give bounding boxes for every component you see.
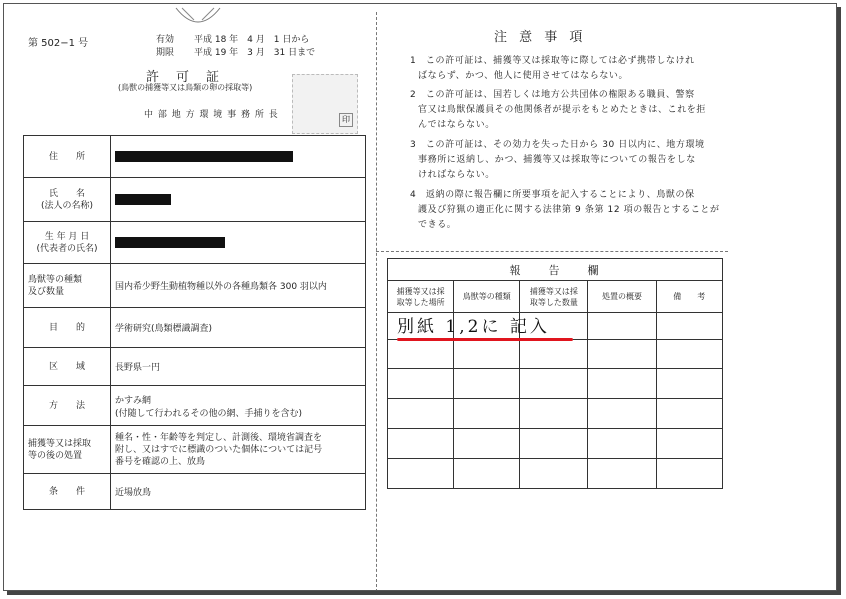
redacted-birthdate <box>115 237 225 248</box>
permit-details-table <box>23 135 366 510</box>
validity-from: 平成 18 年 4 月 1 日から <box>194 35 310 45</box>
report-col-quantity: 捕獲等又は採 取等した数量 <box>520 281 588 313</box>
official-seal-image <box>292 74 358 134</box>
report-col-species: 鳥獣等の種類 <box>454 281 520 313</box>
label-purpose: 目 的 <box>24 308 111 348</box>
label-conditions: 条 件 <box>24 474 111 510</box>
value-birthdate <box>111 222 366 264</box>
report-col-disposal: 処置の概要 <box>588 281 656 313</box>
value-method: かすみ網 (付随して行われるその他の網、手捕りを含む) <box>111 386 366 426</box>
label-address: 住 所 <box>24 136 111 178</box>
report-table <box>387 258 723 489</box>
label-disposal: 捕獲等又は採取 等の後の処置 <box>24 426 111 474</box>
value-species: 国内希少野生動植物種以外の各種鳥類各 300 羽以内 <box>111 264 366 308</box>
note-3: 3 この許可証は、その効力を失った日から 30 日以内に、地方環境 事務所に返納し、かつ、捕獲等又は採取等についての報告をしな ければならない。 <box>410 140 705 180</box>
label-method: 方 法 <box>24 386 111 426</box>
fold-line-vertical <box>376 12 377 591</box>
permit-subtitle: (鳥獣の捕獲等又は鳥類の卵の採取等) <box>118 83 253 92</box>
label-birthdate: 生 年 月 日 (代表者の氏名) <box>24 222 111 264</box>
red-underline <box>397 338 573 341</box>
handwritten-note: 別紙 1,2に 記入 <box>397 317 550 337</box>
fold-line-horizontal <box>376 251 728 252</box>
report-row <box>388 369 723 399</box>
report-row <box>388 399 723 429</box>
label-name: 氏 名 (法人の名称) <box>24 178 111 222</box>
notes-title: 注 意 事 項 <box>494 30 587 45</box>
seal-mark-icon: 印 <box>339 113 353 127</box>
issuer-name: 中 部 地 方 環 境 事 務 所 長 <box>144 110 279 120</box>
value-purpose: 学術研究(鳥類標識調査) <box>111 308 366 348</box>
permit-number: 第 502−1 号 <box>28 38 89 49</box>
redacted-name <box>115 194 171 205</box>
note-2: 2 この許可証は、国若しくは地方公共団体の権限ある職員、警察 官又は鳥獣保護員その他関係者が提示をもとめたときは、これを拒 んではならない。 <box>410 90 707 130</box>
report-row <box>388 459 723 489</box>
redacted-address <box>115 151 293 162</box>
value-area: 長野県一円 <box>111 348 366 386</box>
period-label: 期限 <box>156 48 175 58</box>
permit-document-page <box>3 3 837 591</box>
note-4: 4 返納の際に報告欄に所要事項を記入することにより、鳥獣の保 護及び狩猟の適正化に関する法律第 9 条第 12 項の報告とすることが できる。 <box>410 190 720 230</box>
report-col-remarks: 備 考 <box>656 281 722 313</box>
label-species: 鳥獣等の種類 及び数量 <box>24 264 111 308</box>
label-area: 区 域 <box>24 348 111 386</box>
value-address <box>111 136 366 178</box>
report-title: 報 告 欄 <box>388 259 723 281</box>
round-stamp-icon <box>172 6 224 28</box>
permit-title: 許 可 証 <box>146 70 222 85</box>
report-row <box>388 340 723 369</box>
value-conditions: 近場放鳥 <box>111 474 366 510</box>
validity-label: 有効 <box>156 35 175 45</box>
report-col-place: 捕獲等又は採 取等した場所 <box>388 281 454 313</box>
report-row <box>388 429 723 459</box>
value-disposal: 種名・性・年齢等を判定し、計測後、環境省調査を 附し、又はすでに標識のついた個体については記号 番号を確認の上、放鳥 <box>111 426 366 474</box>
note-1: 1 この許可証は、捕獲等又は採取等に際しては必ず携帯しなけれ ばならず、かつ、他人に使用させてはならない。 <box>410 56 695 81</box>
value-name <box>111 178 366 222</box>
validity-until: 平成 19 年 3 月 31 日まで <box>194 48 316 58</box>
